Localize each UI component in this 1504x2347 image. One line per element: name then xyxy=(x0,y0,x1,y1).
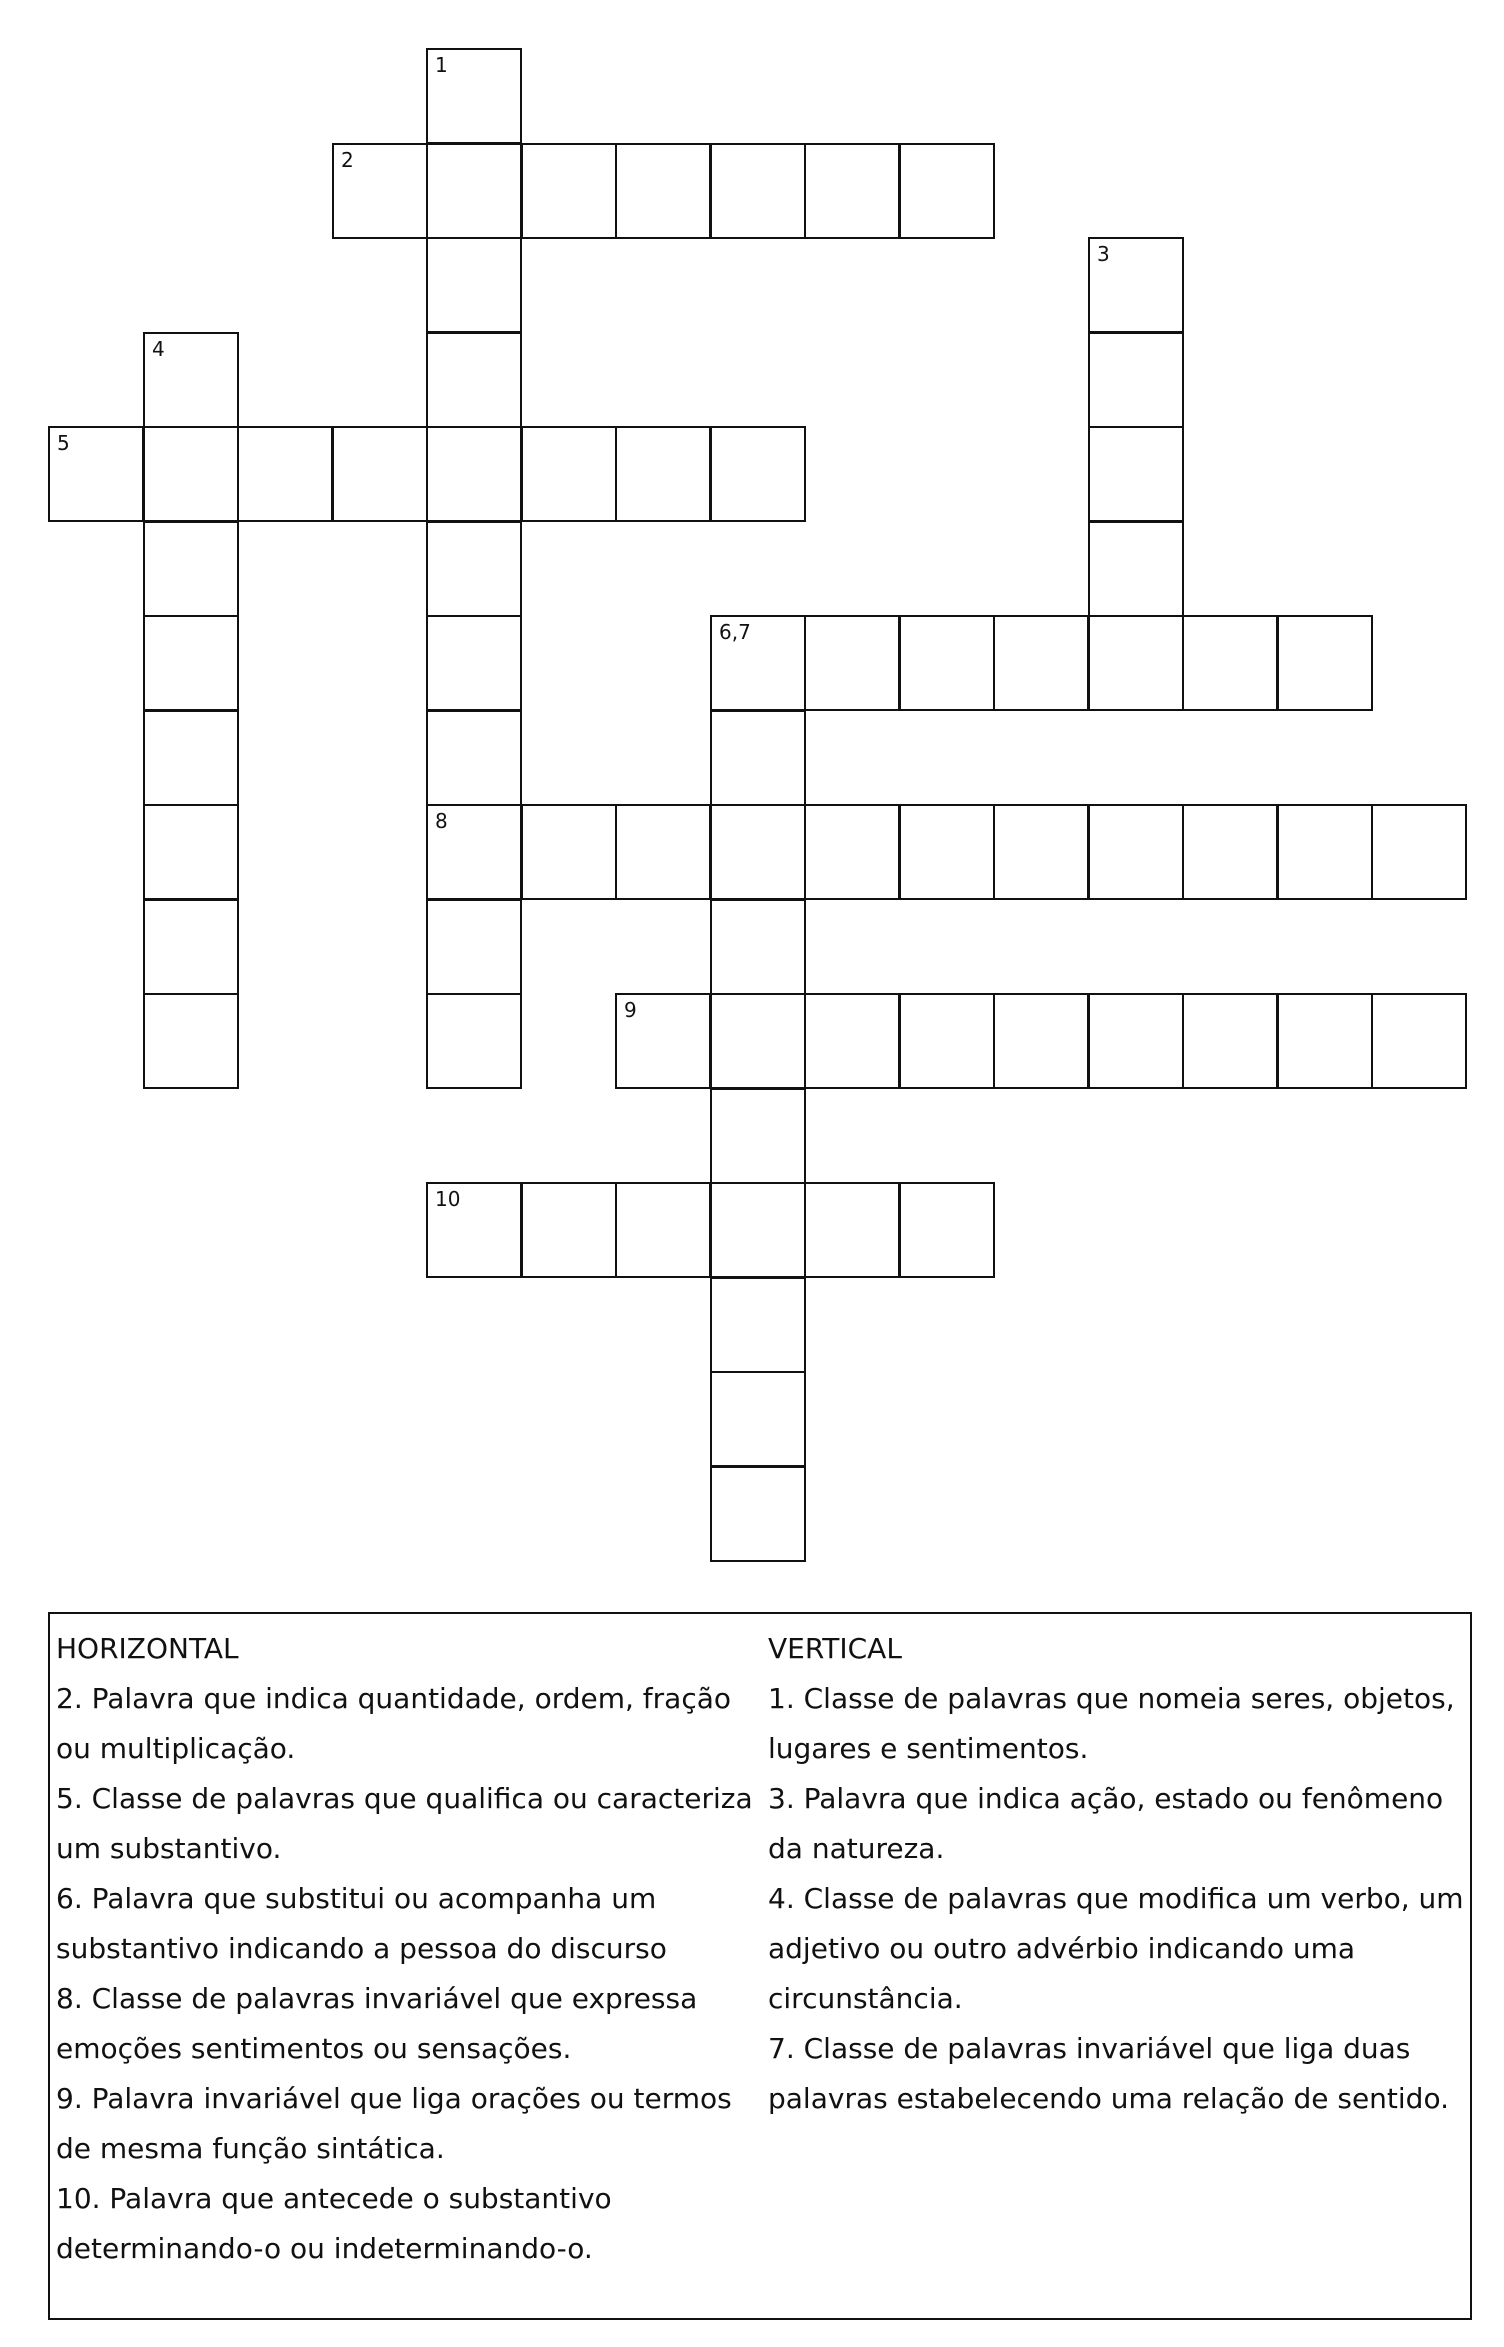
crossword-cell[interactable] xyxy=(426,332,522,428)
crossword-cell[interactable] xyxy=(710,804,806,900)
clues-box xyxy=(48,1612,1472,2320)
clue-number: 6,7 xyxy=(719,620,751,644)
clue-horizontal-9: 9. Palavra invariável que liga orações ou termos de mesma função sintática. xyxy=(56,2082,732,2165)
crossword-cell[interactable] xyxy=(426,1182,522,1278)
crossword-cell[interactable] xyxy=(993,804,1089,900)
vertical-title: VERTICAL xyxy=(768,1632,902,1665)
clue-horizontal-8: 8. Classe de palavras invariável que expressa emoções sentimentos ou sensações. xyxy=(56,1982,698,2065)
clue-number: 5 xyxy=(57,431,70,455)
crossword-cell[interactable] xyxy=(899,1182,995,1278)
crossword-cell[interactable] xyxy=(1277,804,1373,900)
crossword-cell[interactable] xyxy=(804,1182,900,1278)
crossword-cell[interactable] xyxy=(1371,993,1467,1089)
clue-horizontal-5: 5. Classe de palavras que qualifica ou caracteriza um substantivo. xyxy=(56,1782,753,1865)
clue-vertical-1: 1. Classe de palavras que nomeia seres, objetos, lugares e sentimentos. xyxy=(768,1682,1455,1765)
horizontal-title: HORIZONTAL xyxy=(56,1632,239,1665)
crossword-cell[interactable] xyxy=(426,899,522,995)
crossword-cell[interactable] xyxy=(710,899,806,995)
crossword-cell[interactable] xyxy=(143,615,239,711)
crossword-cell[interactable] xyxy=(426,48,522,144)
crossword-cell[interactable] xyxy=(710,1277,806,1373)
crossword-cell[interactable] xyxy=(521,426,617,522)
crossword-cell[interactable] xyxy=(332,143,428,239)
crossword-cell[interactable] xyxy=(615,1182,711,1278)
crossword-cell[interactable] xyxy=(1277,615,1373,711)
crossword-cell[interactable] xyxy=(1182,804,1278,900)
crossword-cell[interactable] xyxy=(710,426,806,522)
crossword-cell[interactable] xyxy=(143,332,239,428)
vertical-clues xyxy=(768,1624,1468,2124)
crossword-cell[interactable] xyxy=(899,804,995,900)
clue-vertical-7: 7. Classe de palavras invariável que liga duas palavras estabelecendo uma relação de sentido. xyxy=(768,2032,1449,2115)
crossword-cell[interactable] xyxy=(1088,521,1184,617)
crossword-cell[interactable] xyxy=(143,804,239,900)
clue-number: 10 xyxy=(435,1187,461,1211)
crossword-cell[interactable] xyxy=(1088,993,1184,1089)
crossword-cell[interactable] xyxy=(615,143,711,239)
crossword-cell[interactable] xyxy=(143,993,239,1089)
crossword-cell[interactable] xyxy=(521,804,617,900)
crossword-cell[interactable] xyxy=(426,143,522,239)
crossword-cell[interactable] xyxy=(237,426,333,522)
crossword-cell[interactable] xyxy=(710,1466,806,1562)
clue-number: 3 xyxy=(1097,242,1110,266)
clue-number: 9 xyxy=(624,998,637,1022)
crossword-cell[interactable] xyxy=(804,615,900,711)
crossword-cell[interactable] xyxy=(710,710,806,806)
crossword-cell[interactable] xyxy=(804,143,900,239)
crossword-cell[interactable] xyxy=(804,804,900,900)
crossword-cell[interactable] xyxy=(1277,993,1373,1089)
crossword-cell[interactable] xyxy=(710,1088,806,1184)
crossword-cell[interactable] xyxy=(521,143,617,239)
crossword-cell[interactable] xyxy=(615,804,711,900)
crossword-cell[interactable] xyxy=(426,426,522,522)
crossword-cell[interactable] xyxy=(899,143,995,239)
crossword-cell[interactable] xyxy=(1088,804,1184,900)
clue-number: 8 xyxy=(435,809,448,833)
crossword-cell[interactable] xyxy=(143,899,239,995)
crossword-cell[interactable] xyxy=(143,426,239,522)
crossword-cell[interactable] xyxy=(1088,332,1184,428)
crossword-cell[interactable] xyxy=(521,1182,617,1278)
horizontal-clues xyxy=(56,1624,766,2274)
clue-vertical-4: 4. Classe de palavras que modifica um verbo, um adjetivo ou outro advérbio indicando uma circunstância. xyxy=(768,1882,1464,2015)
crossword-cell[interactable] xyxy=(426,615,522,711)
crossword-cell[interactable] xyxy=(1088,615,1184,711)
crossword-cell[interactable] xyxy=(332,426,428,522)
crossword-cell[interactable] xyxy=(1182,615,1278,711)
clue-number: 4 xyxy=(152,337,165,361)
crossword-cell[interactable] xyxy=(615,993,711,1089)
crossword-cell[interactable] xyxy=(710,1182,806,1278)
crossword-cell[interactable] xyxy=(710,1371,806,1467)
crossword-cell[interactable] xyxy=(1182,993,1278,1089)
crossword-cell[interactable] xyxy=(48,426,144,522)
crossword-cell[interactable] xyxy=(143,521,239,617)
crossword-cell[interactable] xyxy=(710,143,806,239)
clue-horizontal-2: 2. Palavra que indica quantidade, ordem, fração ou multiplicação. xyxy=(56,1682,732,1765)
crossword-cell[interactable] xyxy=(710,993,806,1089)
clue-vertical-3: 3. Palavra que indica ação, estado ou fenômeno da natureza. xyxy=(768,1782,1444,1865)
clue-number: 1 xyxy=(435,53,448,77)
crossword-cell[interactable] xyxy=(426,804,522,900)
crossword-cell[interactable] xyxy=(426,237,522,333)
crossword-cell[interactable] xyxy=(899,615,995,711)
crossword-cell[interactable] xyxy=(615,426,711,522)
crossword-cell[interactable] xyxy=(804,993,900,1089)
crossword-cell[interactable] xyxy=(426,710,522,806)
crossword-cell[interactable] xyxy=(993,615,1089,711)
crossword-cell[interactable] xyxy=(1371,804,1467,900)
crossword-cell[interactable] xyxy=(710,615,806,711)
crossword-cell[interactable] xyxy=(899,993,995,1089)
crossword-cell[interactable] xyxy=(426,521,522,617)
clue-horizontal-6: 6. Palavra que substitui ou acompanha um substantivo indicando a pessoa do discurso xyxy=(56,1882,667,1965)
clue-number: 2 xyxy=(341,148,354,172)
crossword-cell[interactable] xyxy=(426,993,522,1089)
crossword-cell[interactable] xyxy=(1088,237,1184,333)
clue-horizontal-10: 10. Palavra que antecede o substantivo determinando-o ou indeterminando-o. xyxy=(56,2182,612,2265)
crossword-cell[interactable] xyxy=(1088,426,1184,522)
crossword-cell[interactable] xyxy=(143,710,239,806)
crossword-cell[interactable] xyxy=(993,993,1089,1089)
